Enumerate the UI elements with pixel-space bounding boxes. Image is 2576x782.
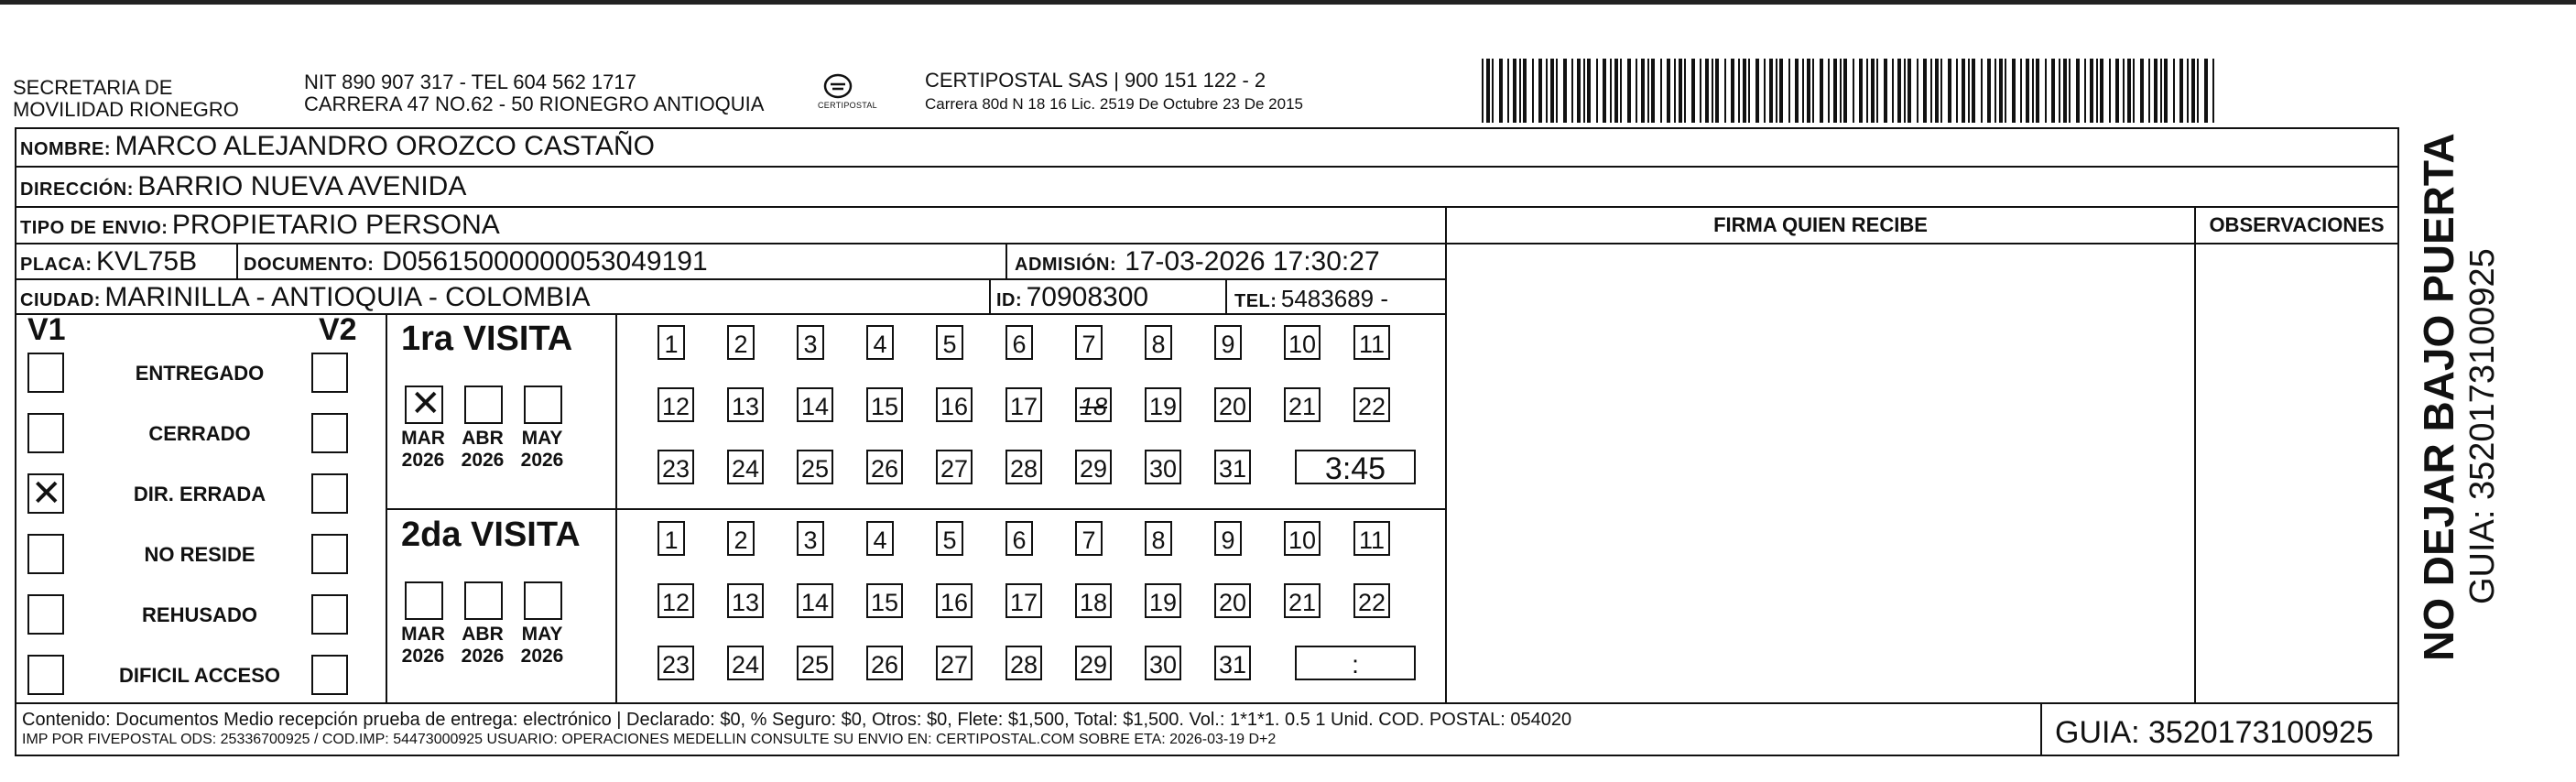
month-year-label (396, 428, 451, 472)
barcode-bar (2133, 59, 2135, 123)
barcode-bar (1571, 59, 1573, 123)
barcode-bar (2140, 59, 2144, 123)
direccion-row (20, 171, 466, 202)
month-label: MAY (521, 428, 563, 449)
tel-row (1234, 285, 1388, 313)
barcode-bar (1705, 59, 1709, 123)
day-box[interactable]: 13 (727, 583, 764, 618)
day-box[interactable]: 4 (866, 325, 894, 360)
barcode-bar (2005, 59, 2006, 123)
barcode-bar (1647, 59, 1649, 123)
barcode-bar (1684, 59, 1686, 123)
barcode-bar (1519, 59, 1521, 123)
barcode-bar (1828, 59, 1830, 123)
day-box[interactable]: 29 (1075, 646, 1112, 680)
day-box[interactable]: 6 (1005, 521, 1033, 556)
barcode-bar (2012, 59, 2016, 123)
admision-row (1015, 246, 1380, 277)
barcode-bar (1743, 59, 1746, 123)
day-box[interactable]: 23 (658, 646, 694, 680)
day-box[interactable]: 7 (1075, 521, 1103, 556)
barcode-bar (1812, 59, 1814, 123)
placa-label: PLACA: (20, 255, 92, 275)
month-checkbox[interactable] (405, 581, 443, 620)
v2-label: V2 (319, 312, 357, 347)
ciudad-label: CIUDAD: (20, 290, 101, 310)
day-box[interactable]: 26 (866, 450, 903, 484)
day-box[interactable]: 19 (1145, 387, 1181, 422)
barcode-bar (1871, 59, 1875, 123)
barcode-bar (2115, 59, 2119, 123)
day-box[interactable]: 2 (727, 325, 755, 360)
documento-value: D05615000000053049191 (382, 246, 708, 277)
barcode-bar (1840, 59, 1842, 123)
barcode-bar (1940, 59, 1942, 123)
tel-label: TEL: (1234, 291, 1277, 311)
day-box[interactable]: 16 (936, 387, 973, 422)
v1-checkbox[interactable] (27, 353, 64, 393)
certipostal-logo (818, 70, 882, 115)
year-label: 2026 (520, 646, 564, 667)
v2-checkbox[interactable] (311, 594, 348, 635)
barcode-bar (1610, 59, 1612, 123)
day-box[interactable]: 31 (1214, 646, 1251, 680)
v1-checkbox[interactable] (27, 594, 64, 635)
barcode-bar (1712, 59, 1713, 123)
barcode-bar (2127, 59, 2131, 123)
barcode-bar (1972, 59, 1975, 123)
barcode-bar (1724, 59, 1726, 123)
side-warning: NO DEJAR BAJO PUERTA (2415, 133, 2462, 661)
barcode-bar (1833, 59, 1837, 123)
nombre-row (20, 131, 655, 162)
barcode-bar (2090, 59, 2093, 123)
status-option-label: ENTREGADO (135, 362, 265, 385)
barcode-bar (1788, 59, 1790, 123)
barcode (1482, 59, 2219, 123)
year-label: 2026 (401, 450, 445, 471)
barcode-bar (2063, 59, 2067, 123)
day-box[interactable]: 15 (866, 583, 903, 618)
placa-row (20, 246, 197, 277)
barcode-bar (1764, 59, 1766, 123)
barcode-bar (2154, 59, 2158, 123)
year-label: 2026 (461, 450, 505, 471)
nit-block (304, 71, 764, 115)
barcode-bar (1620, 59, 1622, 123)
day-box[interactable]: 12 (658, 387, 694, 422)
nit-line1: NIT 890 907 317 - TEL 604 562 1717 (304, 71, 636, 93)
barcode-bar (1968, 59, 1970, 123)
barcode-bar (2212, 59, 2214, 123)
day-box[interactable]: 22 (1353, 583, 1390, 618)
barcode-bar (1651, 59, 1655, 123)
barcode-bar (1636, 59, 1637, 123)
v1-checkbox[interactable] (27, 534, 64, 574)
day-box[interactable]: 18 (1075, 583, 1112, 618)
nombre-label: NOMBRE: (20, 139, 112, 159)
day-box[interactable]: 30 (1145, 646, 1181, 680)
barcode-bar (1523, 59, 1527, 123)
v1-checkbox[interactable] (27, 473, 64, 514)
barcode-bar (2026, 59, 2029, 123)
documento-label: DOCUMENTO: (244, 255, 375, 275)
status-option-label: NO RESIDE (144, 543, 255, 566)
day-box[interactable]: 9 (1214, 325, 1242, 360)
carrier-block (925, 70, 1303, 115)
barcode-bar (1674, 59, 1676, 123)
day-box[interactable]: 27 (936, 646, 973, 680)
day-box[interactable]: 16 (936, 583, 973, 618)
day-box[interactable]: 24 (727, 450, 764, 484)
barcode-bar (1908, 59, 1911, 123)
shipping-form (15, 127, 2399, 756)
day-box[interactable]: 14 (797, 583, 833, 618)
check-mark: ✕ (31, 473, 62, 514)
month-checkbox[interactable] (464, 581, 503, 620)
month-checkbox[interactable] (524, 581, 562, 620)
month-label: ABR (462, 624, 504, 645)
barcode-bar (1994, 59, 1996, 123)
tel-value: 5483689 - (1280, 285, 1388, 312)
v2-checkbox[interactable] (311, 353, 348, 393)
barcode-bar (1776, 59, 1777, 123)
barcode-bar (2160, 59, 2162, 123)
barcode-bar (1981, 59, 1983, 123)
barcode-bar (2051, 59, 2055, 123)
logo-text: CERTIPOSTAL (818, 101, 877, 110)
barcode-bar (2020, 59, 2022, 123)
day-box[interactable]: 21 (1284, 583, 1321, 618)
year-label: 2026 (401, 646, 445, 667)
barcode-bar (1546, 59, 1548, 123)
barcode-bar (1884, 59, 1887, 123)
barcode-bar (1538, 59, 1542, 123)
footer-line1: Contenido: Documentos Medio recepción prueba de entrega: electrónico | Declarado: $0, % Seguro: $0, Otros: $0, Flete: $1,500, Total: $1,500. Vol.: 1*1*1. 0.5 1 Unid. COD. POSTAL: 054020 (22, 710, 1572, 730)
barcode-bar (1795, 59, 1799, 123)
barcode-bar (1904, 59, 1906, 123)
v1-checkbox[interactable] (27, 413, 64, 453)
status-option-label: DIR. ERRADA (133, 483, 266, 505)
v2-checkbox[interactable] (311, 413, 348, 453)
nit-line2: CARRERA 47 NO.62 - 50 RIONEGRO ANTIOQUIA (304, 92, 765, 115)
direccion-value: BARRIO NUEVA AVENIDA (137, 171, 467, 201)
day-box[interactable]: 28 (1005, 450, 1042, 484)
barcode-bar (1563, 59, 1567, 123)
barcode-bar (2179, 59, 2183, 123)
day-box[interactable]: 5 (936, 521, 963, 556)
barcode-bar (1691, 59, 1695, 123)
barcode-bar (2045, 59, 2047, 123)
barcode-bar (1641, 59, 1645, 123)
carrier-line2: Carrera 80d N 18 16 Lic. 2519 De Octubre 23 De 2015 (925, 95, 1303, 113)
day-box[interactable]: 29 (1075, 450, 1112, 484)
month-year-label (396, 624, 451, 668)
barcode-bar (1667, 59, 1670, 123)
barcode-bar (1935, 59, 1939, 123)
month-checkbox[interactable] (464, 386, 503, 424)
month-label: ABR (462, 428, 504, 449)
barcode-bar (1731, 59, 1734, 123)
day-box[interactable]: 12 (658, 583, 694, 618)
barcode-bar (1917, 59, 1918, 123)
day-box[interactable]: 3 (797, 325, 824, 360)
barcode-bar (1596, 59, 1598, 123)
top-border (0, 0, 2576, 5)
v2-checkbox[interactable] (311, 534, 348, 574)
barcode-bar (1507, 59, 1509, 123)
documento-row (244, 246, 708, 277)
id-row (996, 282, 1148, 313)
day-box[interactable]: 26 (866, 646, 903, 680)
barcode-bar (2191, 59, 2195, 123)
barcode-bar (1999, 59, 2003, 123)
barcode-bar (1843, 59, 1847, 123)
day-box[interactable]: 8 (1145, 325, 1172, 360)
barcode-bar (1755, 59, 1759, 123)
barcode-bar (1603, 59, 1606, 123)
month-year-label (515, 624, 570, 668)
tipo-label: TIPO DE ENVIO: (20, 218, 168, 238)
tipo-row (20, 210, 500, 241)
month-checkbox[interactable] (524, 386, 562, 424)
barcode-bar (1930, 59, 1932, 123)
firma-label: FIRMA QUIEN RECIBE (1713, 213, 1928, 236)
barcode-bar (1482, 59, 1484, 123)
day-box[interactable]: 7 (1075, 325, 1103, 360)
day-box[interactable]: 23 (658, 450, 694, 484)
status-option-label: REHUSADO (142, 603, 257, 626)
observaciones-label: OBSERVACIONES (2209, 213, 2385, 236)
day-box[interactable]: 14 (797, 387, 833, 422)
day-box[interactable]: 9 (1214, 521, 1242, 556)
barcode-bar (2197, 59, 2199, 123)
day-box[interactable]: 31 (1214, 450, 1251, 484)
year-label: 2026 (461, 646, 505, 667)
barcode-bar (2059, 59, 2060, 123)
admision-label: ADMISIÓN: (1015, 255, 1117, 275)
day-box[interactable]: 30 (1145, 450, 1181, 484)
barcode-bar (1700, 59, 1701, 123)
placa-value: KVL75B (96, 246, 198, 277)
barcode-bar (1583, 59, 1585, 123)
ciudad-row (20, 282, 591, 313)
barcode-bar (1962, 59, 1965, 123)
nombre-value: MARCO ALEJANDRO OROZCO CASTAÑO (114, 131, 656, 161)
barcode-bar (2204, 59, 2208, 123)
barcode-bar (1956, 59, 1958, 123)
barcode-bar (2084, 59, 2086, 123)
barcode-bar (2148, 59, 2150, 123)
month-checkbox[interactable] (405, 386, 443, 424)
barcode-bar (1679, 59, 1682, 123)
month-label: MAR (401, 428, 445, 449)
day-box[interactable]: 25 (797, 646, 833, 680)
barcode-bar (1897, 59, 1901, 123)
day-box[interactable]: 10 (1284, 325, 1321, 360)
day-box[interactable]: 17 (1005, 387, 1042, 422)
day-box[interactable]: 19 (1145, 583, 1181, 618)
day-box[interactable]: 5 (936, 325, 963, 360)
barcode-bar (1492, 59, 1494, 123)
status-option-label: DIFICIL ACCESO (118, 664, 280, 687)
barcode-bar (1715, 59, 1719, 123)
barcode-bar (1779, 59, 1783, 123)
barcode-bar (1556, 59, 1558, 123)
day-box[interactable]: 2 (727, 521, 755, 556)
id-value: 70908300 (1026, 282, 1149, 312)
barcode-bar (1627, 59, 1631, 123)
barcode-bar (1802, 59, 1804, 123)
barcode-bar (2123, 59, 2125, 123)
day-box[interactable]: 3 (797, 521, 824, 556)
day-box[interactable]: 17 (1005, 583, 1042, 618)
barcode-bar (2109, 59, 2111, 123)
day-box[interactable]: 27 (936, 450, 973, 484)
barcode-bar (2036, 59, 2039, 123)
day-box[interactable]: 8 (1145, 521, 1172, 556)
barcode-bar (1866, 59, 1868, 123)
barcode-bar (1499, 59, 1503, 123)
day-box[interactable]: 22 (1353, 387, 1390, 422)
day-box[interactable]: 1 (658, 521, 685, 556)
day-box[interactable]: 18 (1075, 387, 1112, 422)
sender-line1: SECRETARIA DE (13, 76, 173, 99)
barcode-bar (2076, 59, 2080, 123)
day-box[interactable]: 28 (1005, 646, 1042, 680)
day-box[interactable]: 20 (1214, 583, 1251, 618)
barcode-bar (1738, 59, 1740, 123)
month-label: MAR (401, 624, 445, 645)
v1-checkbox[interactable] (27, 655, 64, 695)
day-box[interactable]: 24 (727, 646, 764, 680)
footer-line2: IMP POR FIVEPOSTAL ODS: 25336700925 / COD.IMP: 54473000925 USUARIO: OPERACIONES MEDELLIN CONSULTE SU ENVIO EN: CERTIPOSTAL.COM SOBRE ETA: 2026-03-19 D+2 (22, 732, 1277, 747)
year-label: 2026 (520, 450, 564, 471)
barcode-bar (1859, 59, 1863, 123)
day-box[interactable]: 4 (866, 521, 894, 556)
barcode-bar (1820, 59, 1823, 123)
ciudad-value: MARINILLA - ANTIOQUIA - COLOMBIA (104, 282, 591, 312)
day-box[interactable]: 11 (1353, 521, 1390, 556)
day-box[interactable]: 15 (866, 387, 903, 422)
barcode-bar (1769, 59, 1773, 123)
direccion-label: DIRECCIÓN: (20, 179, 134, 200)
admision-value: 17-03-2026 17:30:27 (1125, 246, 1380, 277)
footer-guia: GUIA: 3520173100925 (2055, 715, 2374, 750)
status-option-label: CERRADO (148, 422, 251, 445)
sender-line2: MOVILIDAD RIONEGRO (13, 98, 239, 121)
first-visit-title: 1ra VISITA (401, 320, 573, 358)
day-box[interactable]: 6 (1005, 325, 1033, 360)
barcode-bar (1892, 59, 1894, 123)
barcode-bar (1614, 59, 1618, 123)
barcode-bar (1587, 59, 1591, 123)
v2-checkbox[interactable] (311, 655, 348, 695)
barcode-bar (1486, 59, 1490, 123)
month-year-label (455, 428, 510, 472)
barcode-bar (2032, 59, 2034, 123)
month-year-label (515, 428, 570, 472)
v1-label: V1 (27, 312, 66, 347)
barcode-bar (2096, 59, 2098, 123)
barcode-bar (1513, 59, 1516, 123)
barcode-bar (1923, 59, 1927, 123)
day-box[interactable]: 20 (1214, 387, 1251, 422)
day-box[interactable]: 25 (797, 450, 833, 484)
barcode-bar (1660, 59, 1662, 123)
barcode-bar (1807, 59, 1810, 123)
barcode-bar (2187, 59, 2189, 123)
day-box[interactable]: 1 (658, 325, 685, 360)
barcode-bar (1948, 59, 1951, 123)
barcode-bar (1748, 59, 1750, 123)
sender-block (13, 77, 239, 121)
check-mark: ✕ (410, 384, 441, 424)
barcode-bar (2069, 59, 2071, 123)
day-box[interactable]: 21 (1284, 387, 1321, 422)
id-label: ID: (996, 290, 1023, 310)
barcode-bar (1577, 59, 1581, 123)
time-box[interactable]: : (1295, 646, 1416, 680)
barcode-bar (1532, 59, 1534, 123)
day-box[interactable]: 13 (727, 387, 764, 422)
month-label: MAY (521, 624, 563, 645)
second-visit-title: 2da VISITA (401, 516, 581, 554)
barcode-bar (2173, 59, 2175, 123)
day-box[interactable]: 10 (1284, 521, 1321, 556)
barcode-bar (1853, 59, 1854, 123)
carrier-line1: CERTIPOSTAL SAS | 900 151 122 - 2 (925, 69, 1266, 92)
barcode-bar (2164, 59, 2168, 123)
barcode-bar (1550, 59, 1554, 123)
barcode-bar (2100, 59, 2103, 123)
tipo-value: PROPIETARIO PERSONA (171, 210, 500, 240)
time-box[interactable]: 3:45 (1295, 450, 1416, 484)
v2-checkbox[interactable] (311, 473, 348, 514)
month-year-label (455, 624, 510, 668)
barcode-bar (1987, 59, 1991, 123)
side-guia: GUIA: 3520173100925 (2463, 248, 2502, 604)
barcode-bar (1876, 59, 1878, 123)
day-box[interactable]: 11 (1353, 325, 1390, 360)
